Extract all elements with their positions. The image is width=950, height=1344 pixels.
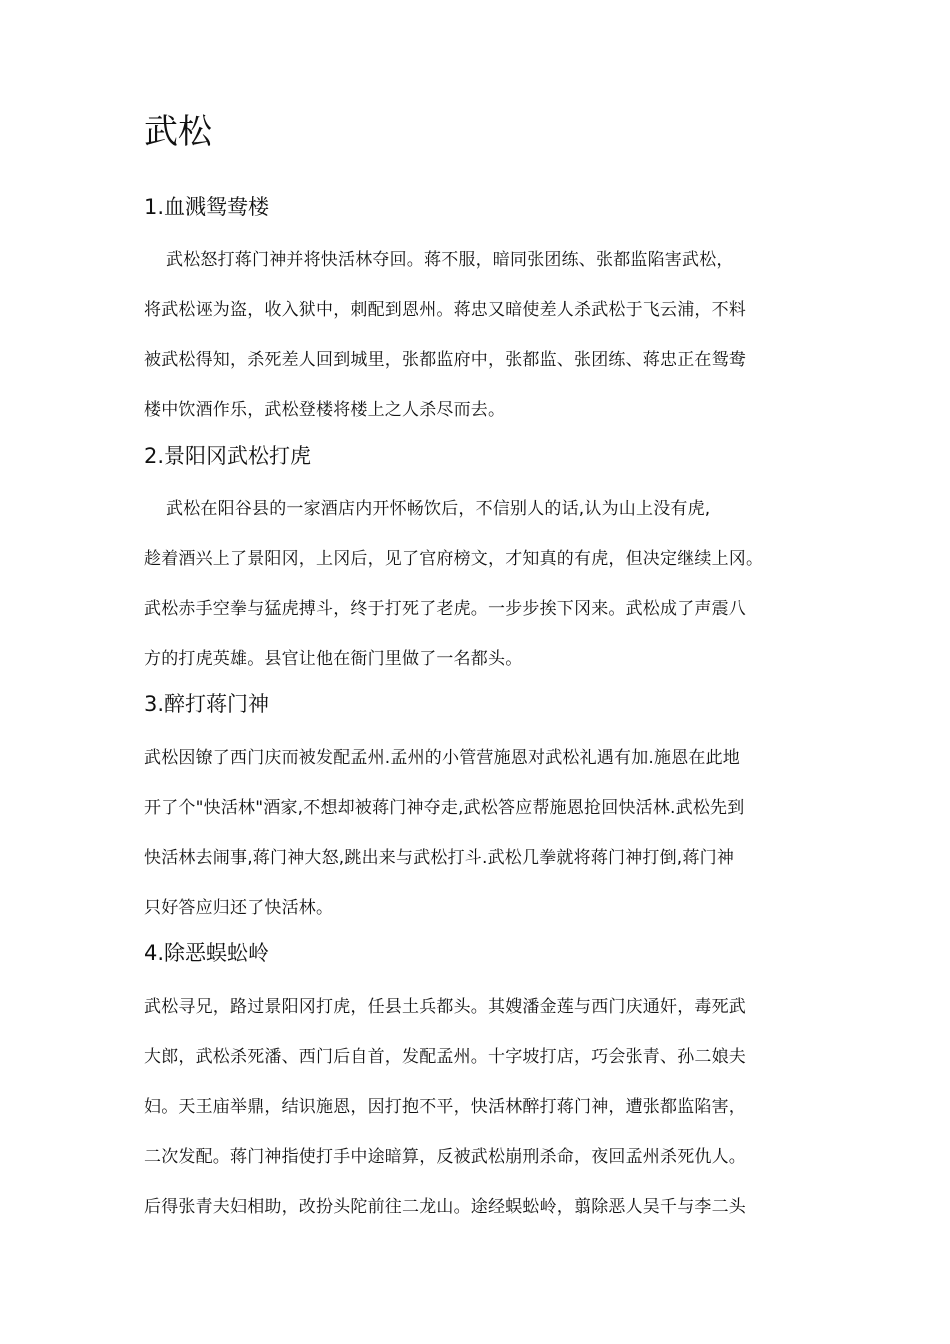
section-heading-4: 4.除恶蜈蚣岭 xyxy=(144,941,270,965)
section-3-line-1: 武松因镣了西门庆而被发配孟州.孟州的小管营施恩对武松礼遇有加.施恩在此地 xyxy=(144,748,741,768)
section-2-line-2: 趁着酒兴上了景阳冈，上冈后，见了官府榜文，才知真的有虎，但决定继续上冈。 xyxy=(144,549,764,569)
section-4-line-5: 后得张青夫妇相助，改扮头陀前往二龙山。途经蜈蚣岭，翦除恶人吴千与李二头 xyxy=(144,1197,746,1217)
section-heading-3: 3.醉打蒋门神 xyxy=(144,692,270,716)
section-4-line-2: 大郎，武松杀死潘、西门后自首，发配孟州。十字坡打店，巧会张青、孙二娘夫 xyxy=(144,1047,746,1067)
section-heading-1: 1.血溅鸳鸯楼 xyxy=(144,195,270,219)
section-4-line-1: 武松寻兄，路过景阳冈打虎，任县土兵都头。其嫂潘金莲与西门庆通奸，毒死武 xyxy=(144,997,746,1017)
section-4-line-3: 妇。天王庙举鼎，结识施恩，因打抱不平，快活林醉打蒋门神，遭张都监陷害， xyxy=(144,1097,746,1117)
section-4-line-4: 二次发配。蒋门神指使打手中途暗算，反被武松崩刑杀命，夜回孟州杀死仇人。 xyxy=(144,1147,746,1167)
section-2-line-4: 方的打虎英雄。县官让他在衙门里做了一名都头。 xyxy=(144,649,523,669)
section-3-line-4: 只好答应归还了快活林。 xyxy=(144,898,334,918)
section-heading-2: 2.景阳冈武松打虎 xyxy=(144,444,312,468)
section-2-line-3: 武松赤手空拳与猛虎搏斗，终于打死了老虎。一步步挨下冈来。武松成了声震八 xyxy=(144,599,746,619)
section-3-line-2: 开了个"快活林"酒家,不想却被蒋门神夺走,武松答应帮施恩抢回快活林.武松先到 xyxy=(144,798,745,818)
section-1-line-3: 被武松得知，杀死差人回到城里，张都监府中，张都监、张团练、蒋忠正在鸳鸯 xyxy=(144,350,746,370)
section-3-line-3: 快活林去闹事,蒋门神大怒,跳出来与武松打斗.武松几拳就将蒋门神打倒,蒋门神 xyxy=(144,848,735,868)
section-1-line-2: 将武松诬为盗，收入狱中，刺配到恩州。蒋忠又暗使差人杀武松于飞云浦，不料 xyxy=(144,300,746,320)
section-1-line-1: 武松怒打蒋门神并将快活林夺回。蒋不服，暗同张团练、张都监陷害武松， xyxy=(166,250,734,270)
section-1-line-4: 楼中饮酒作乐，武松登楼将楼上之人杀尽而去。 xyxy=(144,400,506,420)
section-2-line-1: 武松在阳谷县的一家酒店内开怀畅饮后，不信别人的话,认为山上没有虎, xyxy=(166,499,711,519)
document-title: 武松 xyxy=(144,112,212,152)
